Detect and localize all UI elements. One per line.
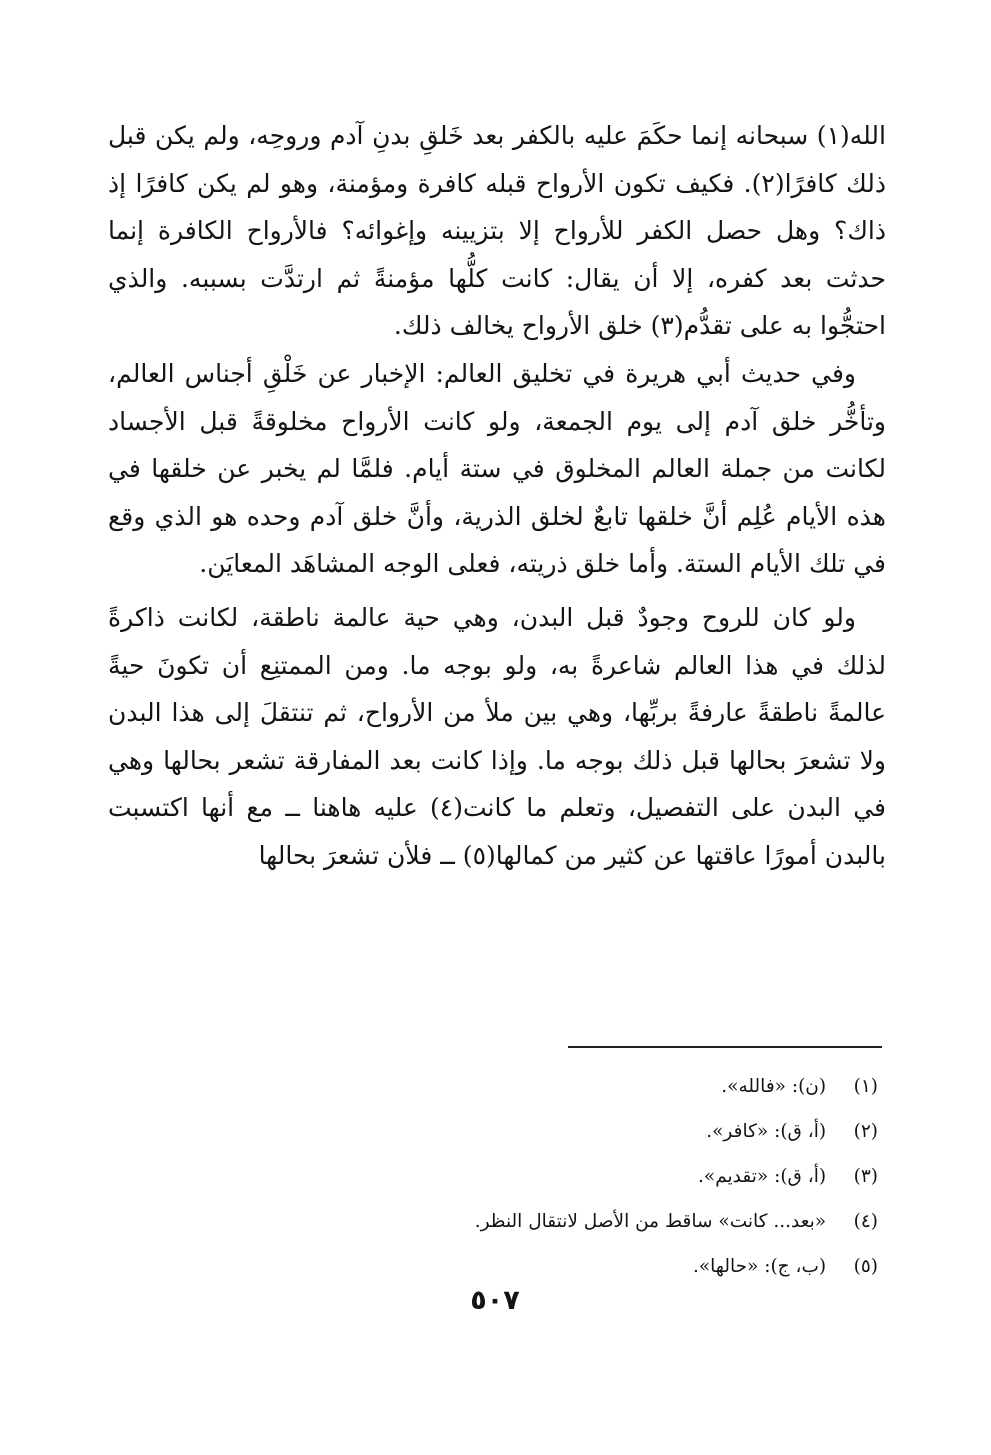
footnote-number: (٣) xyxy=(853,1166,878,1187)
footnotes xyxy=(108,1064,878,1289)
footnote-text: (أ، ق): «تقديم». xyxy=(698,1166,827,1187)
paragraph-1: الله(١) سبحانه إنما حكَمَ عليه بالكفر بعد خَلقِ بدنِ آدم وروحِه، ولم يكن قبل ذلك كافرًا(٢). فكيف تكون الأرواح قبله كافرة ومؤمنة، وهو لم يكن كافرًا إذ ذاك؟ وهل حصل الكفر للأرواح إلا بتزيينه وإغوائه؟ فالأرواح الكافرة إنما حدثت بعد كفره، إلا أن يقال: كانت كلُّها مؤمنةً ثم ارتدَّت بسببه. والذي احتجُّوا به على تقدُّم(٣) خلق الأرواح يخالف ذلك. xyxy=(108,121,886,341)
paragraph-2: وفي حديث أبي هريرة في تخليق العالم: الإخبار عن خَلْقِ أجناس العالم، وتأخُّر خلق آدم إلى يوم الجمعة، ولو كانت الأرواح مخلوقةً قبل الأجساد لكانت من جملة العالم المخلوق في ستة أيام. فلمَّا لم يخبر عن خلقها في هذه الأيام عُلِم أنَّ خلقها تابعٌ لخلق الذرية، وأنَّ خلق آدم وحده هو الذي وقع في تلك الأيام الستة. وأما خلق ذريته، فعلى الوجه المشاهَد المعايَن. xyxy=(108,358,886,579)
footnote-separator xyxy=(568,1046,882,1048)
footnote-number: (١) xyxy=(853,1076,878,1097)
paragraph-3: ولو كان للروح وجودٌ قبل البدن، وهي حية عالمة ناطقة، لكانت ذاكرةً لذلك في هذا العالم شاعرةً به، ولو بوجه ما. ومن الممتنِع أن تكونَ حيةً عالمةً ناطقةً عارفةً بربِّها، وهي بين ملأ من الأرواح، ثم تنتقلَ إلى هذا البدن ولا تشعرَ بحالها قبل ذلك بوجه ما. وإذا كانت بعد المفارقة تشعر بحالها وهي في البدن على التفصيل، وتعلم ما كانت(٤) عليه هاهنا ــ مع أنها اكتسبت بالبدن أمورًا عاقتها عن كثير من كمالها(٥) ــ فلأن تشعرَ بحالها xyxy=(108,602,886,870)
footnote-number: (٥) xyxy=(853,1256,878,1277)
footnote-4 xyxy=(108,1199,878,1244)
footnote-text: (أ، ق): «كافر». xyxy=(706,1121,827,1142)
footnote-1 xyxy=(108,1064,878,1109)
footnote-number: (٢) xyxy=(853,1121,878,1142)
page-number: ٥٠٧ xyxy=(470,1285,520,1316)
footnote-text: (ب، ج): «حالها». xyxy=(692,1256,827,1277)
footnote-3 xyxy=(108,1154,878,1199)
footnote-2 xyxy=(108,1109,878,1154)
footnote-number: (٤) xyxy=(853,1211,878,1232)
main-text xyxy=(108,112,886,880)
footnote-text: «بعد... كانت» ساقط من الأصل لانتقال النظر. xyxy=(474,1211,827,1232)
footnote-text: (ن): «فالله». xyxy=(721,1076,827,1097)
footnote-5 xyxy=(108,1244,878,1289)
